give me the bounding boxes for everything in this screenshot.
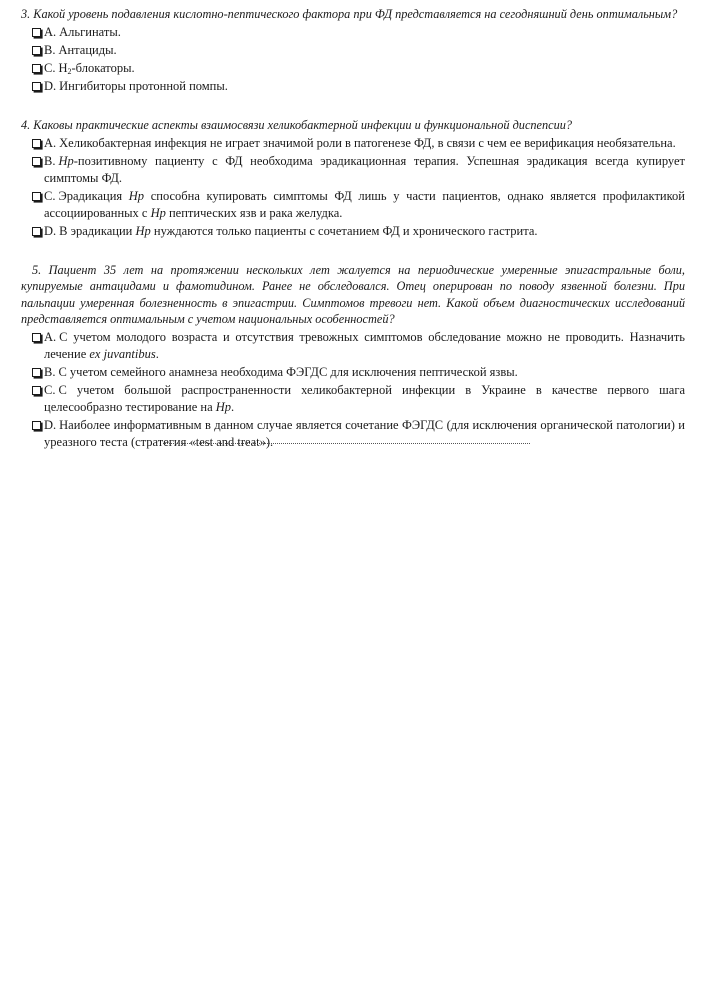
question-text: 5. Пациент 35 лет на протяжении нескольких лет жалуется на периодические умеренные эпигастральные боли, купируемые антацидами и фамотидином. Ранее не обследовался. Отец оперирован по поводу язвенной болезни. При пальпации умеренная болезненность в эпигастрии. Симптомов тревоги нет. Какой объем диагностических исследований представляется оптимальным с учетом национальных особенностей? (21, 262, 685, 327)
option-letter: C. (44, 61, 56, 76)
option-text: В эрадикации (59, 224, 136, 239)
option-text: способна купировать симптомы ФД лишь у части пациентов, однако является профилактикой ассоциированных с (44, 189, 685, 220)
option-d[interactable] (21, 417, 685, 451)
option-c[interactable] (21, 382, 685, 416)
checkbox-icon[interactable] (32, 82, 41, 91)
option-b[interactable] (21, 364, 685, 381)
option-text: С учетом семейного анамнеза необходима ФЭГДС для исключения пептической язвы. (58, 365, 518, 380)
question-4 (21, 117, 685, 240)
option-text: Антациды. (58, 42, 117, 57)
checkbox-icon[interactable] (32, 46, 41, 55)
subscript: 2 (67, 67, 72, 77)
options-list (21, 135, 685, 240)
option-text: С учетом молодого возраста и отсутствия тревожных симптомов обследование можно не проводить. Назначить лечение (44, 329, 685, 361)
option-text: Наиболее информативным в данном случае является сочетание ФЭГДС (для исключения органической патологии) и уреазного теста (стратегия «test and treat»). (44, 418, 685, 450)
option-letter: D. (44, 79, 57, 94)
option-letter: B. (44, 153, 56, 168)
option-text: . (155, 346, 159, 361)
checkbox-icon[interactable] (32, 333, 41, 342)
checkbox-icon[interactable] (32, 227, 41, 236)
checkbox-icon[interactable] (32, 386, 41, 395)
option-letter: D. (44, 224, 57, 239)
option-letter: A. (44, 24, 57, 39)
options-list (21, 329, 685, 451)
option-text: пептических язв и рака желудка. (165, 205, 343, 220)
option-letter: D. (44, 418, 57, 433)
question-3 (21, 6, 685, 95)
checkbox-icon[interactable] (32, 421, 41, 430)
option-text: -позитивному пациенту с ФД необходима эрадикационная терапия. Успешная эрадикация всегда купирует симптомы ФД. (44, 153, 685, 185)
option-text: H (58, 61, 68, 76)
option-d[interactable] (21, 78, 685, 95)
checkbox-icon[interactable] (32, 157, 41, 166)
hp-abbrev: Hp (215, 400, 232, 415)
option-letter: A. (44, 135, 57, 150)
hp-abbrev: Hp (58, 153, 74, 168)
option-letter: B. (44, 42, 56, 57)
option-b[interactable] (21, 153, 685, 187)
checkbox-icon[interactable] (32, 28, 41, 37)
question-5 (21, 262, 685, 451)
option-b[interactable] (21, 42, 685, 59)
checkbox-icon[interactable] (32, 192, 41, 201)
option-text: Альгинаты. (59, 24, 121, 39)
question-text: 4. Каковы практические аспекты взаимосвязи хеликобактерной инфекции и функциональной диспепсии? (21, 118, 573, 133)
checkbox-icon[interactable] (32, 64, 41, 73)
option-c[interactable] (21, 60, 685, 77)
option-text: -блокаторы. (71, 61, 135, 76)
hp-abbrev: Hp (150, 205, 166, 220)
option-text: Эрадикация (58, 189, 129, 204)
options-list (21, 24, 685, 96)
option-a[interactable] (21, 135, 685, 152)
option-a[interactable] (21, 329, 685, 363)
option-letter: C. (44, 383, 56, 398)
option-text: Хеликобактерная инфекция не играет значимой роли в патогенезе ФД, в связи с чем ее верификация необязательна. (59, 135, 676, 150)
dotted-divider (163, 443, 530, 444)
option-text: нуждаются только пациенты с сочетанием ФД и хронического гастрита. (150, 224, 538, 239)
option-d[interactable] (21, 223, 685, 240)
option-text: . (231, 400, 235, 415)
quiz-page (21, 6, 685, 473)
hp-abbrev: Hp (128, 189, 145, 204)
option-letter: B. (44, 365, 56, 380)
option-a[interactable] (21, 24, 685, 41)
option-letter: A. (44, 329, 57, 344)
latin-term: ex juvantibus (89, 346, 156, 361)
checkbox-icon[interactable] (32, 368, 41, 377)
option-c[interactable] (21, 188, 685, 222)
option-letter: C. (44, 189, 56, 204)
option-text: Ингибиторы протонной помпы. (59, 79, 228, 94)
hp-abbrev: Hp (135, 224, 151, 239)
question-text: 3. Какой уровень подавления кислотно-пептического фактора при ФД представляется на сегодняшний день оптимальным? (21, 7, 678, 21)
option-text: С учетом большой распространенности хеликобактерной инфекции в Украине в качестве первого шага целесообразно тестирование на (44, 383, 685, 415)
checkbox-icon[interactable] (32, 139, 41, 148)
